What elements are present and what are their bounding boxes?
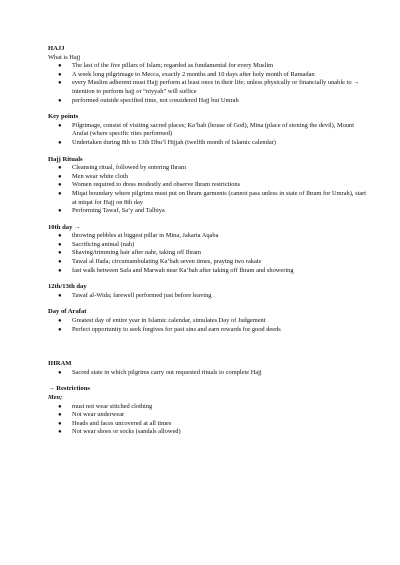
bullet-icon: ● (58, 165, 62, 172)
list-item-text: must not wear stitched clothing (72, 402, 153, 410)
day-of-arafat-heading: Day of Arafat (48, 308, 87, 316)
ihram-heading: IHRAM (48, 360, 72, 368)
list-item-text: Not wear underwear (72, 411, 125, 419)
bullet-icon: ● (58, 97, 62, 104)
list-item (58, 368, 368, 378)
list-item (58, 164, 368, 173)
bullet-icon: ● (58, 233, 62, 240)
bullet-icon: ● (58, 173, 62, 180)
key-points-list (48, 122, 368, 148)
key-points-heading: Key points (48, 113, 79, 121)
list-item (58, 317, 368, 326)
list-item-text: The last of the five pillars of Islam; regarded as fundamental for every Muslim (72, 62, 274, 70)
hajj-rituals-heading: Hajj Rituals (48, 155, 83, 163)
bullet-icon: ● (58, 71, 62, 78)
list-item (58, 181, 368, 190)
list-item-text: throwing pebbles at biggest pillar in Mina, Jakarta Aqaba (72, 232, 219, 240)
bullet-icon: ● (58, 429, 62, 436)
ihram-list (48, 369, 368, 378)
list-item-text: Pilgrimage, consist of visiting sacred places; Ka’bah (house of God), Mina (place of stoning the devil), Mount Arafat (where specific rites performed) (72, 121, 355, 138)
list-item (58, 207, 368, 216)
day-of-arafat-list (48, 317, 368, 334)
list-item-text: Sacred state in which pilgrims carry out requested rituals to complete Hajj (72, 368, 262, 376)
bullet-icon: ● (58, 139, 62, 146)
bullet-icon: ● (58, 250, 62, 257)
list-item-text: Not wear shoes or socks (sandals allowed) (72, 428, 181, 436)
tenth-day-heading: 10th day → (48, 223, 81, 231)
bullet-icon: ● (58, 259, 62, 266)
bullet-icon: ● (58, 369, 62, 376)
hajj-heading: HAJJ (48, 45, 65, 52)
list-item-text: Undertaken during 8th to 13th Dhu’l Hijjah (twelfth month of Islamic calendar) (72, 138, 276, 146)
twelfth-day-heading: 12th/13th day (48, 283, 87, 291)
men-label: Men; (48, 394, 63, 401)
bullet-icon: ● (58, 412, 62, 419)
document-content (48, 45, 368, 437)
list-item (58, 62, 368, 71)
list-item (58, 96, 368, 106)
list-item-text: every Muslim adherent must Hajj perform at least once in their life; unless physically or financially unable to → intention to perform hajj or “niyyah” will suffice (72, 79, 360, 95)
list-item (58, 70, 368, 80)
twelfth-day-list (48, 292, 368, 301)
list-item (58, 258, 368, 267)
list-item-text: fast walk between Safa and Marwah near Ka’bah after taking off Ihram and showering (72, 266, 294, 274)
list-item-text: Perfect opportunity to seek forgives for past sins and earn rewards for good deeds (72, 325, 281, 333)
hajj-rituals-list (48, 164, 368, 216)
list-item-text: Miqat boundary where pilgrims must put on Ihram garments (cannot pass unless in state of Ihram for Umrah), start at miqat for Hajj on 8th day (72, 189, 367, 206)
bullet-icon: ● (58, 190, 62, 197)
bullet-icon: ● (58, 318, 62, 325)
list-item (58, 172, 368, 182)
list-item-text: Tawal al Ifada; circumambulating Ka’bah seven times, praying two rakats (72, 258, 262, 266)
list-item-text: Women required to dress modestly and observe Ihram restrictions (72, 181, 241, 189)
list-item-text: Greatest day of entire year in Islamic calendar, simulates Day of Judgement (72, 317, 266, 325)
what-is-hajj-subheading: What is Hajj (48, 53, 81, 61)
bullet-icon: ● (58, 267, 62, 274)
list-item-text: Sacrificing animal (nah) (72, 240, 135, 248)
list-item (58, 411, 368, 420)
list-item-text: Shaving/trimming hair after nahr, taking off Ihram (72, 249, 202, 257)
list-item-text: performed outside specified time, not considered Hajj but Umrah (72, 96, 239, 104)
list-item-text: Tawaf al-Wida; farewell performed just before leaving (72, 291, 212, 299)
bullet-icon: ● (58, 182, 62, 189)
list-item-text: Performing Tawaf, Sa’y and Talbiya (72, 207, 165, 215)
list-item-text: Men wear white cloth (72, 172, 128, 180)
hajj-list (48, 62, 368, 105)
bullet-icon: ● (58, 326, 62, 333)
list-item-text: Heads and faces uncovered at all times (72, 419, 172, 427)
list-item (58, 189, 368, 207)
list-item (58, 121, 368, 139)
list-item (58, 79, 368, 96)
list-item (58, 291, 368, 301)
bullet-icon: ● (58, 292, 62, 299)
bullet-icon: ● (58, 122, 62, 129)
list-item (58, 232, 368, 241)
bullet-icon: ● (58, 420, 62, 427)
restrictions-list (48, 403, 368, 437)
list-item-text: A week long pilgrimage to Mecca, exactly 2 months and 10 days after holy month of Ramadan (72, 70, 315, 78)
tenth-day-list (48, 232, 368, 275)
list-item-text: Cleansing ritual, followed by entering Ihram (72, 164, 186, 172)
bullet-icon: ● (58, 403, 62, 410)
list-item (58, 428, 368, 437)
list-item (58, 325, 368, 335)
list-item (58, 419, 368, 429)
bullet-icon: ● (58, 80, 62, 87)
bullet-icon: ● (58, 208, 62, 215)
bullet-icon: ● (58, 241, 62, 248)
list-item (58, 249, 368, 258)
list-item (58, 402, 368, 412)
bullet-icon: ● (58, 63, 62, 70)
list-item (58, 266, 368, 276)
list-item (58, 240, 368, 250)
list-item (58, 138, 368, 148)
restrictions-heading: → Restrictions (48, 385, 90, 393)
